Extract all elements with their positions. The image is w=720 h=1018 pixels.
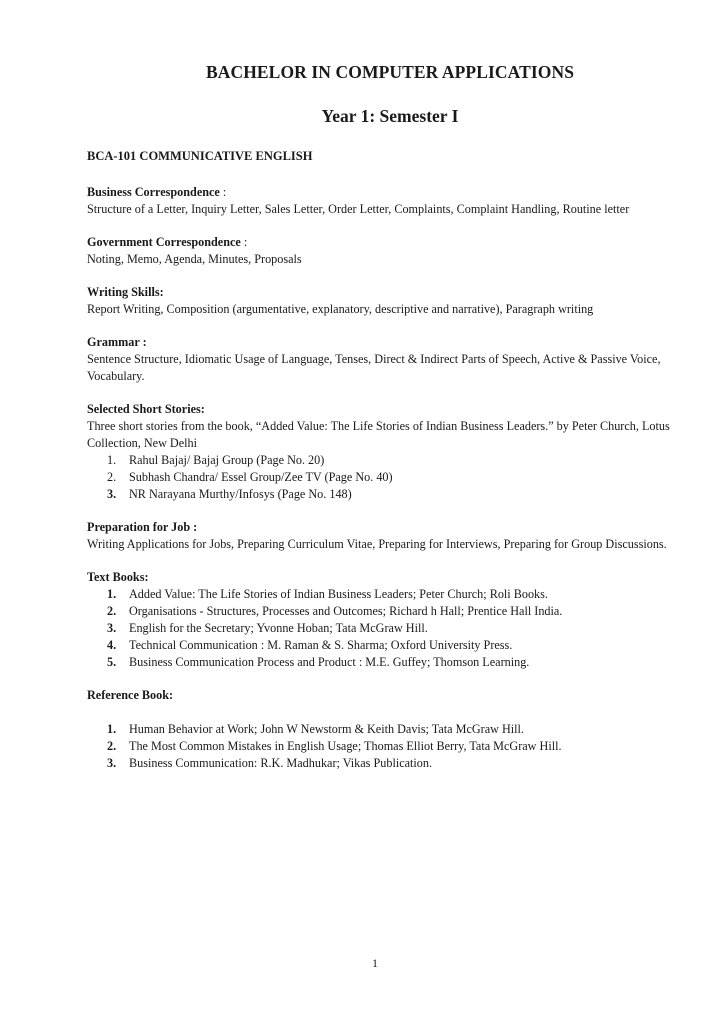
section-business-correspondence [87, 184, 677, 218]
list-item [87, 654, 677, 671]
list-number: 2. [107, 739, 117, 753]
section-text: Writing Applications for Jobs, Preparing Curriculum Vitae, Preparing for Interviews, Preparing for Group Discussions. [87, 537, 667, 551]
section-heading: Reference Book: [87, 688, 174, 702]
list-item [87, 637, 677, 654]
section-text: Report Writing, Composition (argumentative, explanatory, descriptive and narrative), Paragraph writing [87, 302, 594, 316]
section-text: Sentence Structure, Idiomatic Usage of Language, Tenses, Direct & Indirect Parts of Speech, Active & Passive Voice, Vocabulary. [87, 352, 661, 383]
section-heading: Grammar : [87, 335, 147, 349]
heading-suffix: : [240, 235, 248, 249]
stories-list [87, 452, 677, 503]
list-item [87, 738, 677, 755]
section-heading: Government Correspondence [87, 235, 241, 249]
section-text: Three short stories from the book, “Added Value: The Life Stories of Indian Business Leaders.” by Peter Church, Lotus Collection, New Delhi [87, 419, 670, 450]
list-text: Rahul Bajaj/ Bajaj Group (Page No. 20) [129, 453, 325, 467]
list-text: Technical Communication : M. Raman & S. Sharma; Oxford University Press. [129, 638, 513, 652]
document-content [87, 148, 677, 788]
heading-suffix: : [219, 185, 227, 199]
document-subtitle: Year 1: Semester I [321, 106, 459, 126]
list-item [87, 486, 677, 503]
section-heading: Preparation for Job : [87, 520, 198, 534]
document-title: BACHELOR IN COMPUTER APPLICATIONS [205, 62, 575, 82]
list-item [87, 721, 677, 738]
list-text: English for the Secretary; Yvonne Hoban; Tata McGraw Hill. [129, 621, 428, 635]
list-number: 3. [107, 621, 117, 635]
list-number: 3. [107, 487, 117, 501]
section-writing-skills [87, 284, 677, 318]
section-heading-line [87, 234, 677, 251]
list-number: 1. [107, 587, 117, 601]
section-job-preparation [87, 519, 677, 553]
list-number: 4. [107, 638, 117, 652]
list-item [87, 755, 677, 772]
list-number: 2. [107, 604, 117, 618]
list-text: Business Communication: R.K. Madhukar; Vikas Publication. [129, 756, 433, 770]
list-number: 1. [107, 722, 117, 736]
list-text: Business Communication Process and Product : M.E. Guffey; Thomson Learning. [129, 655, 530, 669]
list-item [87, 620, 677, 637]
section-government-correspondence [87, 234, 677, 268]
list-text: Added Value: The Life Stories of Indian Business Leaders; Peter Church; Roli Books. [129, 587, 548, 601]
textbooks-list [87, 586, 677, 671]
list-number: 2. [107, 470, 117, 484]
section-heading-line [87, 184, 677, 201]
section-heading: Writing Skills: [87, 285, 164, 299]
list-text: NR Narayana Murthy/Infosys (Page No. 148) [129, 487, 352, 501]
list-number: 5. [107, 655, 117, 669]
list-text: The Most Common Mistakes in English Usage; Thomas Elliot Berry, Tata McGraw Hill. [129, 739, 562, 753]
page-number: 1 [372, 956, 378, 970]
list-item [87, 586, 677, 603]
course-code-title: BCA-101 COMMUNICATIVE ENGLISH [87, 149, 313, 163]
section-short-stories [87, 401, 677, 503]
section-heading: Business Correspondence [87, 185, 220, 199]
list-item [87, 452, 677, 469]
list-number: 1. [107, 453, 117, 467]
section-grammar [87, 334, 677, 385]
section-heading: Selected Short Stories: [87, 402, 205, 416]
list-number: 3. [107, 756, 117, 770]
section-heading: Text Books: [87, 570, 149, 584]
section-text: Noting, Memo, Agenda, Minutes, Proposals [87, 252, 302, 266]
section-text-books [87, 569, 677, 671]
list-item [87, 469, 677, 486]
section-text: Structure of a Letter, Inquiry Letter, Sales Letter, Order Letter, Complaints, Complaint Handling, Routine letter [87, 202, 630, 216]
reference-list [87, 721, 677, 772]
list-text: Human Behavior at Work; John W Newstorm & Keith Davis; Tata McGraw Hill. [129, 722, 524, 736]
section-reference-book [87, 687, 677, 772]
list-text: Organisations - Structures, Processes and Outcomes; Richard h Hall; Prentice Hall India. [129, 604, 563, 618]
list-item [87, 603, 677, 620]
list-text: Subhash Chandra/ Essel Group/Zee TV (Page No. 40) [129, 470, 393, 484]
